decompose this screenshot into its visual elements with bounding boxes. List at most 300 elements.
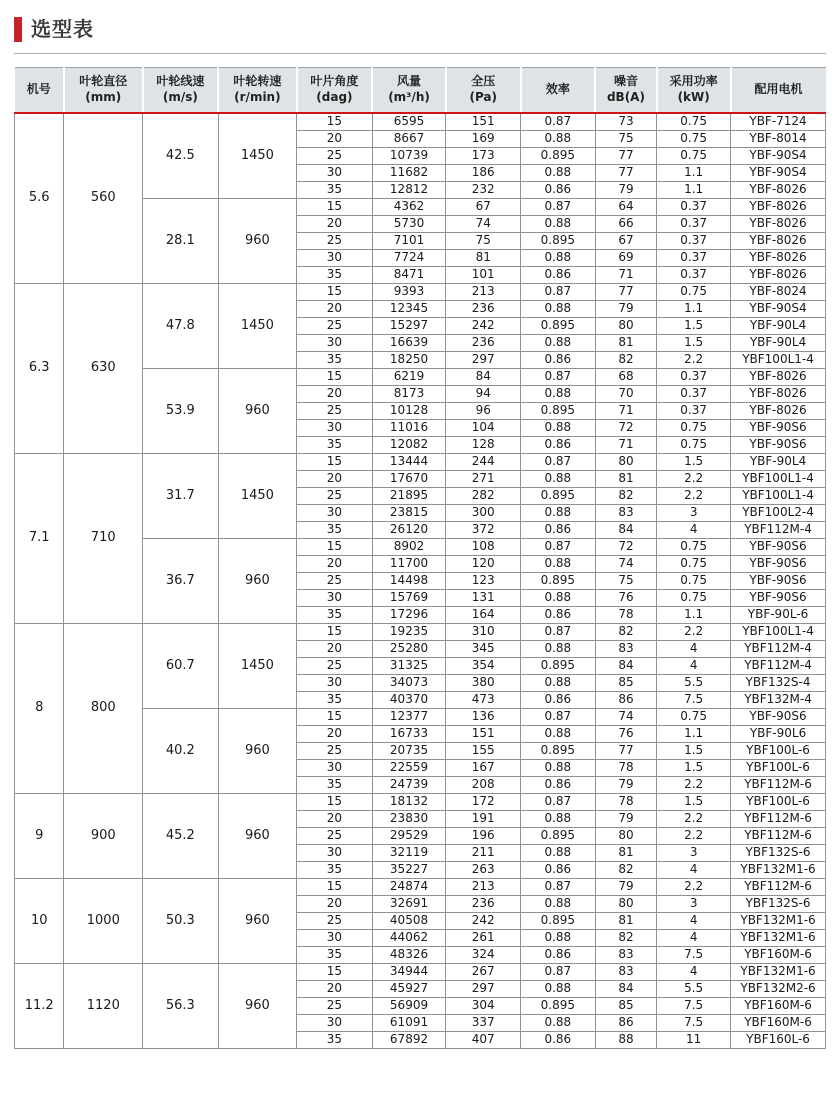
power-cell: 2.2 bbox=[657, 878, 731, 895]
pressure-cell: 196 bbox=[446, 827, 521, 844]
motor-cell: YBF-90S6 bbox=[731, 555, 826, 572]
power-cell: 3 bbox=[657, 895, 731, 912]
angle-cell: 30 bbox=[297, 419, 372, 436]
power-cell: 1.5 bbox=[657, 317, 731, 334]
angle-cell: 30 bbox=[297, 929, 372, 946]
line-speed-cell: 28.1 bbox=[143, 198, 218, 283]
efficiency-cell: 0.87 bbox=[521, 538, 596, 555]
efficiency-cell: 0.86 bbox=[521, 861, 596, 878]
header-unit: (m/s) bbox=[162, 89, 198, 104]
motor-cell: YBF132M1-6 bbox=[731, 912, 826, 929]
airflow-cell: 23830 bbox=[372, 810, 446, 827]
power-cell: 1.1 bbox=[657, 300, 731, 317]
pressure-cell: 297 bbox=[446, 351, 521, 368]
angle-cell: 20 bbox=[297, 810, 372, 827]
angle-cell: 25 bbox=[297, 572, 372, 589]
angle-cell: 35 bbox=[297, 776, 372, 793]
noise-cell: 81 bbox=[595, 334, 657, 351]
line-speed-cell: 42.5 bbox=[143, 113, 218, 198]
pressure-cell: 242 bbox=[446, 912, 521, 929]
efficiency-cell: 0.895 bbox=[521, 742, 596, 759]
model-cell: 9 bbox=[15, 793, 64, 878]
noise-cell: 74 bbox=[595, 555, 657, 572]
motor-cell: YBF-90S6 bbox=[731, 436, 826, 453]
efficiency-cell: 0.88 bbox=[521, 980, 596, 997]
noise-cell: 79 bbox=[595, 300, 657, 317]
diameter-cell: 630 bbox=[64, 283, 143, 453]
efficiency-cell: 0.895 bbox=[521, 487, 596, 504]
power-cell: 0.75 bbox=[657, 538, 731, 555]
motor-cell: YBF100L-6 bbox=[731, 793, 826, 810]
line-speed-cell: 50.3 bbox=[143, 878, 218, 963]
table-row bbox=[15, 623, 826, 640]
angle-cell: 35 bbox=[297, 436, 372, 453]
angle-cell: 20 bbox=[297, 980, 372, 997]
airflow-cell: 45927 bbox=[372, 980, 446, 997]
table-row bbox=[15, 453, 826, 470]
power-cell: 1.1 bbox=[657, 164, 731, 181]
motor-cell: YBF132M-4 bbox=[731, 691, 826, 708]
motor-cell: YBF112M-4 bbox=[731, 521, 826, 538]
header-row bbox=[15, 68, 826, 114]
power-cell: 0.75 bbox=[657, 572, 731, 589]
table-header bbox=[15, 68, 826, 114]
noise-cell: 82 bbox=[595, 487, 657, 504]
diameter-cell: 900 bbox=[64, 793, 143, 878]
noise-cell: 72 bbox=[595, 538, 657, 555]
motor-cell: YBF132M1-6 bbox=[731, 963, 826, 980]
power-cell: 3 bbox=[657, 504, 731, 521]
airflow-cell: 16733 bbox=[372, 725, 446, 742]
airflow-cell: 12345 bbox=[372, 300, 446, 317]
airflow-cell: 17670 bbox=[372, 470, 446, 487]
noise-cell: 71 bbox=[595, 436, 657, 453]
header-unit: (r/min) bbox=[234, 89, 281, 104]
power-cell: 2.2 bbox=[657, 470, 731, 487]
motor-cell: YBF100L1-4 bbox=[731, 623, 826, 640]
airflow-cell: 15769 bbox=[372, 589, 446, 606]
power-cell: 0.37 bbox=[657, 232, 731, 249]
efficiency-cell: 0.88 bbox=[521, 725, 596, 742]
power-cell: 4 bbox=[657, 640, 731, 657]
rpm-cell: 960 bbox=[218, 793, 297, 878]
noise-cell: 77 bbox=[595, 742, 657, 759]
airflow-cell: 17296 bbox=[372, 606, 446, 623]
pressure-cell: 96 bbox=[446, 402, 521, 419]
power-cell: 4 bbox=[657, 657, 731, 674]
pressure-cell: 164 bbox=[446, 606, 521, 623]
noise-cell: 71 bbox=[595, 402, 657, 419]
power-cell: 0.75 bbox=[657, 113, 731, 130]
airflow-cell: 12812 bbox=[372, 181, 446, 198]
angle-cell: 25 bbox=[297, 997, 372, 1014]
pressure-cell: 297 bbox=[446, 980, 521, 997]
motor-cell: YBF112M-6 bbox=[731, 827, 826, 844]
airflow-cell: 44062 bbox=[372, 929, 446, 946]
noise-cell: 80 bbox=[595, 895, 657, 912]
angle-cell: 20 bbox=[297, 725, 372, 742]
efficiency-cell: 0.88 bbox=[521, 640, 596, 657]
power-cell: 4 bbox=[657, 912, 731, 929]
pressure-cell: 473 bbox=[446, 691, 521, 708]
angle-cell: 30 bbox=[297, 674, 372, 691]
noise-cell: 78 bbox=[595, 606, 657, 623]
header-label: 配用电机 bbox=[754, 81, 803, 96]
pressure-cell: 108 bbox=[446, 538, 521, 555]
airflow-cell: 11682 bbox=[372, 164, 446, 181]
noise-cell: 84 bbox=[595, 521, 657, 538]
noise-cell: 85 bbox=[595, 997, 657, 1014]
noise-cell: 77 bbox=[595, 147, 657, 164]
power-cell: 2.2 bbox=[657, 351, 731, 368]
efficiency-cell: 0.87 bbox=[521, 623, 596, 640]
airflow-cell: 56909 bbox=[372, 997, 446, 1014]
airflow-cell: 40370 bbox=[372, 691, 446, 708]
motor-cell: YBF112M-6 bbox=[731, 776, 826, 793]
angle-cell: 30 bbox=[297, 164, 372, 181]
motor-cell: YBF-8026 bbox=[731, 198, 826, 215]
efficiency-cell: 0.895 bbox=[521, 317, 596, 334]
noise-cell: 79 bbox=[595, 810, 657, 827]
motor-cell: YBF-8026 bbox=[731, 385, 826, 402]
header-label: 采用功率 bbox=[669, 74, 718, 88]
angle-cell: 20 bbox=[297, 385, 372, 402]
power-cell: 7.5 bbox=[657, 946, 731, 963]
motor-cell: YBF-90S6 bbox=[731, 572, 826, 589]
line-speed-cell: 36.7 bbox=[143, 538, 218, 623]
diameter-cell: 1120 bbox=[64, 963, 143, 1048]
power-cell: 4 bbox=[657, 521, 731, 538]
efficiency-cell: 0.86 bbox=[521, 181, 596, 198]
header-label: 叶片角度 bbox=[310, 74, 359, 88]
noise-cell: 75 bbox=[595, 572, 657, 589]
motor-cell: YBF100L1-4 bbox=[731, 487, 826, 504]
efficiency-cell: 0.86 bbox=[521, 1031, 596, 1048]
header-label: 全压 bbox=[471, 74, 496, 88]
power-cell: 7.5 bbox=[657, 997, 731, 1014]
section-title-bar bbox=[14, 14, 826, 44]
power-cell: 0.75 bbox=[657, 436, 731, 453]
efficiency-cell: 0.87 bbox=[521, 368, 596, 385]
motor-cell: YBF112M-6 bbox=[731, 878, 826, 895]
power-cell: 4 bbox=[657, 929, 731, 946]
pressure-cell: 263 bbox=[446, 861, 521, 878]
motor-cell: YBF-90L4 bbox=[731, 317, 826, 334]
power-cell: 7.5 bbox=[657, 691, 731, 708]
rpm-cell: 960 bbox=[218, 368, 297, 453]
pressure-cell: 232 bbox=[446, 181, 521, 198]
efficiency-cell: 0.87 bbox=[521, 198, 596, 215]
motor-cell: YBF-90S4 bbox=[731, 147, 826, 164]
line-speed-cell: 45.2 bbox=[143, 793, 218, 878]
pressure-cell: 208 bbox=[446, 776, 521, 793]
airflow-cell: 32119 bbox=[372, 844, 446, 861]
airflow-cell: 34944 bbox=[372, 963, 446, 980]
airflow-cell: 8173 bbox=[372, 385, 446, 402]
efficiency-cell: 0.895 bbox=[521, 147, 596, 164]
airflow-cell: 8902 bbox=[372, 538, 446, 555]
angle-cell: 35 bbox=[297, 606, 372, 623]
power-cell: 0.75 bbox=[657, 130, 731, 147]
motor-cell: YBF112M-4 bbox=[731, 640, 826, 657]
angle-cell: 15 bbox=[297, 113, 372, 130]
efficiency-cell: 0.895 bbox=[521, 997, 596, 1014]
motor-cell: YBF-8024 bbox=[731, 283, 826, 300]
airflow-cell: 48326 bbox=[372, 946, 446, 963]
airflow-cell: 19235 bbox=[372, 623, 446, 640]
motor-cell: YBF-90S4 bbox=[731, 164, 826, 181]
power-cell: 5.5 bbox=[657, 980, 731, 997]
power-cell: 1.1 bbox=[657, 606, 731, 623]
pressure-cell: 261 bbox=[446, 929, 521, 946]
efficiency-cell: 0.88 bbox=[521, 385, 596, 402]
noise-cell: 78 bbox=[595, 759, 657, 776]
noise-cell: 83 bbox=[595, 640, 657, 657]
power-cell: 1.5 bbox=[657, 742, 731, 759]
efficiency-cell: 0.87 bbox=[521, 283, 596, 300]
pressure-cell: 104 bbox=[446, 419, 521, 436]
pressure-cell: 282 bbox=[446, 487, 521, 504]
angle-cell: 25 bbox=[297, 657, 372, 674]
noise-cell: 76 bbox=[595, 725, 657, 742]
noise-cell: 66 bbox=[595, 215, 657, 232]
col-header-motor bbox=[731, 68, 826, 114]
rpm-cell: 960 bbox=[218, 878, 297, 963]
airflow-cell: 7101 bbox=[372, 232, 446, 249]
noise-cell: 84 bbox=[595, 980, 657, 997]
airflow-cell: 12377 bbox=[372, 708, 446, 725]
pressure-cell: 81 bbox=[446, 249, 521, 266]
noise-cell: 80 bbox=[595, 317, 657, 334]
rpm-cell: 960 bbox=[218, 198, 297, 283]
table-row bbox=[15, 963, 826, 980]
pressure-cell: 300 bbox=[446, 504, 521, 521]
airflow-cell: 25280 bbox=[372, 640, 446, 657]
efficiency-cell: 0.86 bbox=[521, 946, 596, 963]
page-title: 选型表 bbox=[31, 17, 94, 41]
motor-cell: YBF-8026 bbox=[731, 266, 826, 283]
col-header-noise bbox=[595, 68, 657, 114]
pressure-cell: 407 bbox=[446, 1031, 521, 1048]
header-label: 叶轮转速 bbox=[233, 74, 282, 88]
col-header-pressure bbox=[446, 68, 521, 114]
col-header-angle bbox=[297, 68, 372, 114]
noise-cell: 81 bbox=[595, 470, 657, 487]
pressure-cell: 211 bbox=[446, 844, 521, 861]
power-cell: 2.2 bbox=[657, 623, 731, 640]
angle-cell: 30 bbox=[297, 759, 372, 776]
rpm-cell: 1450 bbox=[218, 113, 297, 198]
noise-cell: 76 bbox=[595, 589, 657, 606]
efficiency-cell: 0.88 bbox=[521, 759, 596, 776]
motor-cell: YBF100L-6 bbox=[731, 742, 826, 759]
motor-cell: YBF-90L4 bbox=[731, 453, 826, 470]
angle-cell: 25 bbox=[297, 487, 372, 504]
angle-cell: 35 bbox=[297, 181, 372, 198]
efficiency-cell: 0.895 bbox=[521, 402, 596, 419]
airflow-cell: 11016 bbox=[372, 419, 446, 436]
efficiency-cell: 0.895 bbox=[521, 912, 596, 929]
line-speed-cell: 40.2 bbox=[143, 708, 218, 793]
model-cell: 7.1 bbox=[15, 453, 64, 623]
angle-cell: 20 bbox=[297, 640, 372, 657]
angle-cell: 20 bbox=[297, 895, 372, 912]
title-accent-bar bbox=[14, 17, 22, 42]
pressure-cell: 167 bbox=[446, 759, 521, 776]
noise-cell: 84 bbox=[595, 657, 657, 674]
pressure-cell: 173 bbox=[446, 147, 521, 164]
pressure-cell: 380 bbox=[446, 674, 521, 691]
pressure-cell: 155 bbox=[446, 742, 521, 759]
motor-cell: YBF-8026 bbox=[731, 215, 826, 232]
noise-cell: 82 bbox=[595, 351, 657, 368]
angle-cell: 25 bbox=[297, 742, 372, 759]
motor-cell: YBF100L2-4 bbox=[731, 504, 826, 521]
line-speed-cell: 31.7 bbox=[143, 453, 218, 538]
motor-cell: YBF-90S6 bbox=[731, 708, 826, 725]
power-cell: 5.5 bbox=[657, 674, 731, 691]
airflow-cell: 8471 bbox=[372, 266, 446, 283]
pressure-cell: 213 bbox=[446, 878, 521, 895]
efficiency-cell: 0.86 bbox=[521, 436, 596, 453]
motor-cell: YBF-8026 bbox=[731, 402, 826, 419]
motor-cell: YBF-90S6 bbox=[731, 419, 826, 436]
noise-cell: 86 bbox=[595, 1014, 657, 1031]
header-unit: (dag) bbox=[316, 89, 353, 104]
pressure-cell: 172 bbox=[446, 793, 521, 810]
efficiency-cell: 0.88 bbox=[521, 419, 596, 436]
power-cell: 0.75 bbox=[657, 419, 731, 436]
angle-cell: 35 bbox=[297, 861, 372, 878]
power-cell: 2.2 bbox=[657, 810, 731, 827]
efficiency-cell: 0.87 bbox=[521, 113, 596, 130]
motor-cell: YBF160M-6 bbox=[731, 1014, 826, 1031]
motor-cell: YBF-90L6 bbox=[731, 725, 826, 742]
noise-cell: 72 bbox=[595, 419, 657, 436]
pressure-cell: 372 bbox=[446, 521, 521, 538]
motor-cell: YBF-90S6 bbox=[731, 589, 826, 606]
col-header-power bbox=[657, 68, 731, 114]
pressure-cell: 84 bbox=[446, 368, 521, 385]
power-cell: 2.2 bbox=[657, 776, 731, 793]
pressure-cell: 67 bbox=[446, 198, 521, 215]
airflow-cell: 22559 bbox=[372, 759, 446, 776]
angle-cell: 15 bbox=[297, 708, 372, 725]
motor-cell: YBF-90S6 bbox=[731, 538, 826, 555]
pressure-cell: 236 bbox=[446, 300, 521, 317]
angle-cell: 15 bbox=[297, 453, 372, 470]
angle-cell: 25 bbox=[297, 317, 372, 334]
motor-cell: YBF132S-6 bbox=[731, 844, 826, 861]
noise-cell: 64 bbox=[595, 198, 657, 215]
efficiency-cell: 0.86 bbox=[521, 606, 596, 623]
angle-cell: 30 bbox=[297, 334, 372, 351]
airflow-cell: 23815 bbox=[372, 504, 446, 521]
noise-cell: 81 bbox=[595, 912, 657, 929]
angle-cell: 15 bbox=[297, 198, 372, 215]
pressure-cell: 337 bbox=[446, 1014, 521, 1031]
angle-cell: 30 bbox=[297, 1014, 372, 1031]
pressure-cell: 345 bbox=[446, 640, 521, 657]
noise-cell: 86 bbox=[595, 691, 657, 708]
power-cell: 0.75 bbox=[657, 147, 731, 164]
noise-cell: 67 bbox=[595, 232, 657, 249]
efficiency-cell: 0.88 bbox=[521, 215, 596, 232]
pressure-cell: 271 bbox=[446, 470, 521, 487]
pressure-cell: 74 bbox=[446, 215, 521, 232]
motor-cell: YBF132S-6 bbox=[731, 895, 826, 912]
angle-cell: 15 bbox=[297, 878, 372, 895]
power-cell: 1.5 bbox=[657, 453, 731, 470]
noise-cell: 79 bbox=[595, 776, 657, 793]
motor-cell: YBF112M-6 bbox=[731, 810, 826, 827]
power-cell: 0.37 bbox=[657, 385, 731, 402]
efficiency-cell: 0.88 bbox=[521, 674, 596, 691]
power-cell: 4 bbox=[657, 963, 731, 980]
motor-cell: YBF-8026 bbox=[731, 249, 826, 266]
angle-cell: 25 bbox=[297, 402, 372, 419]
header-label: 效率 bbox=[545, 81, 570, 96]
diameter-cell: 710 bbox=[64, 453, 143, 623]
noise-cell: 73 bbox=[595, 113, 657, 130]
angle-cell: 30 bbox=[297, 589, 372, 606]
power-cell: 0.75 bbox=[657, 283, 731, 300]
header-label: 叶轮线速 bbox=[156, 74, 205, 88]
noise-cell: 80 bbox=[595, 827, 657, 844]
airflow-cell: 10128 bbox=[372, 402, 446, 419]
power-cell: 2.2 bbox=[657, 487, 731, 504]
efficiency-cell: 0.88 bbox=[521, 1014, 596, 1031]
angle-cell: 25 bbox=[297, 912, 372, 929]
line-speed-cell: 53.9 bbox=[143, 368, 218, 453]
selection-table bbox=[14, 67, 826, 1049]
angle-cell: 20 bbox=[297, 470, 372, 487]
efficiency-cell: 0.88 bbox=[521, 844, 596, 861]
pressure-cell: 267 bbox=[446, 963, 521, 980]
pressure-cell: 242 bbox=[446, 317, 521, 334]
angle-cell: 30 bbox=[297, 504, 372, 521]
airflow-cell: 31325 bbox=[372, 657, 446, 674]
noise-cell: 85 bbox=[595, 674, 657, 691]
pressure-cell: 101 bbox=[446, 266, 521, 283]
noise-cell: 83 bbox=[595, 504, 657, 521]
table-row bbox=[15, 793, 826, 810]
pressure-cell: 324 bbox=[446, 946, 521, 963]
model-cell: 11.2 bbox=[15, 963, 64, 1048]
pressure-cell: 304 bbox=[446, 997, 521, 1014]
angle-cell: 35 bbox=[297, 946, 372, 963]
pressure-cell: 131 bbox=[446, 589, 521, 606]
airflow-cell: 32691 bbox=[372, 895, 446, 912]
header-unit: dB(A) bbox=[606, 89, 645, 104]
power-cell: 0.75 bbox=[657, 708, 731, 725]
efficiency-cell: 0.87 bbox=[521, 878, 596, 895]
motor-cell: YBF132S-4 bbox=[731, 674, 826, 691]
efficiency-cell: 0.88 bbox=[521, 504, 596, 521]
col-header-diameter bbox=[64, 68, 143, 114]
airflow-cell: 9393 bbox=[372, 283, 446, 300]
noise-cell: 82 bbox=[595, 861, 657, 878]
angle-cell: 15 bbox=[297, 793, 372, 810]
efficiency-cell: 0.86 bbox=[521, 266, 596, 283]
airflow-cell: 26120 bbox=[372, 521, 446, 538]
power-cell: 0.37 bbox=[657, 215, 731, 232]
angle-cell: 25 bbox=[297, 147, 372, 164]
angle-cell: 35 bbox=[297, 521, 372, 538]
col-header-model bbox=[15, 68, 64, 114]
angle-cell: 15 bbox=[297, 623, 372, 640]
angle-cell: 20 bbox=[297, 215, 372, 232]
